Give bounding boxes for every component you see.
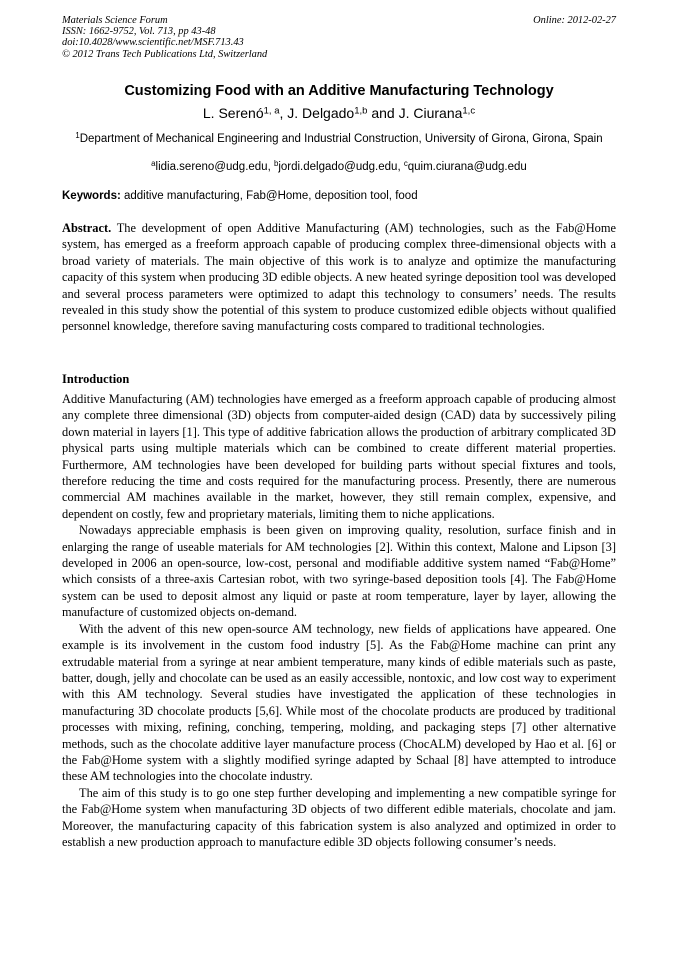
email-link[interactable]: quim.ciurana@udg.edu [407, 161, 527, 173]
journal-name: Materials Science Forum [62, 15, 168, 26]
copyright-line: © 2012 Trans Tech Publications Ltd, Switzerland [62, 48, 268, 60]
abstract-text: The development of open Additive Manufacturing (AM) technologies, such as the Fab@Home system, has emerged as a freeform approach capable of producing complex three-dimensional objects with a broad variety of materials. The main objective of this work is to analyze and optimize the manufacturing capacity of this system when producing 3D edible objects. A new heated syringe deposition tool was developed and several process parameters were optimized to adapt this technology to consumers’ needs. The results revealed in this study show the potential of this system to produce customized edible objects without qualified personnel knowledge, therefore saving manufacturing costs compared to traditional technologies. [62, 221, 616, 334]
online-date: Online: 2012-02-27 [533, 15, 616, 26]
affiliation-mark: 1 [75, 131, 80, 141]
email-mark: b [273, 159, 279, 169]
doi-line: doi:10.4028/www.scientific.net/MSF.713.43 [62, 37, 244, 49]
author-name: L. Serenó [202, 105, 264, 121]
author-affiliation-mark: 1, a [263, 105, 280, 117]
email-mark: c [403, 159, 408, 169]
email-separator: , [267, 161, 274, 173]
affiliation-text: Department of Mechanical Engineering and Industrial Construction, University of Girona, Girona, Spain [79, 133, 603, 145]
keywords-label: Keywords: [62, 190, 121, 202]
author-separator: , [279, 105, 288, 121]
email-link[interactable]: jordi.delgado@udg.edu [278, 161, 398, 173]
paragraph: The aim of this study is to go one step further developing and implementing a new compatible syringe for the Fab@Home system when manufacturing 3D objects of two different edible materials, chocolate and jam. Moreover, the manufacturing capacity of this fabrication system is also analyzed and optimized in order to establish a new production approach to manufacture edible 3D objects following consumer’s needs. [62, 785, 616, 849]
email-mark: a [151, 159, 156, 169]
introduction-body [62, 391, 616, 850]
paragraph: Additive Manufacturing (AM) technologies have emerged as a freeform approach capable of producing almost any complete three dimensional (3D) objects from computer-aided design (CAD) data by successively piling down material in layers [1]. This type of additive fabrication allows the production of arbitrary complicated 3D physical parts using multiple materials which can be combined to create different material properties. Furthermore, AM technologies have been developed for building parts without special fixtures and tools, therefore reducing the time and costs required for the manufacturing process. Presently, there are numerous commercial AM machines available in the market, however, they still remain complex, expensive, and dependent on costly, few and proprietary materials, limiting them to niche applications. [62, 392, 616, 521]
affiliation [62, 132, 616, 146]
author-name: J. Ciurana [398, 105, 463, 121]
journal-header [62, 15, 616, 60]
abstract [62, 220, 616, 335]
email-link[interactable]: lidia.sereno@udg.edu [155, 161, 268, 173]
paper-title: Customizing Food with an Additive Manufacturing Technology [124, 83, 554, 99]
section-heading-introduction: Introduction [62, 372, 130, 386]
issn-line: ISSN: 1662-9752, Vol. 713, pp 43-48 [62, 26, 216, 38]
keywords [62, 189, 616, 203]
abstract-label: Abstract. [62, 221, 112, 235]
author-list [62, 104, 616, 122]
paragraph: Nowadays appreciable emphasis is been given on improving quality, resolution, surface finish and in enlarging the range of useable materials for AM technologies [2]. Within this context, Malone and Lipson [3] developed in 2006 an open-source, low-cost, personal and modifiable additive system named “Fab@Home” which consists of a three-axis Cartesian robot, with two syringe-based deposition tools [4]. The Fab@Home system can be used to deposit almost any liquid or paste at room temperature, layer by layer, allowing the manufacture of customized objects on-demand. [62, 523, 616, 620]
author-affiliation-mark: 1,c [462, 105, 476, 117]
email-separator: , [397, 161, 404, 173]
author-affiliation-mark: 1,b [354, 105, 368, 117]
author-name: J. Delgado [287, 105, 355, 121]
email-list [62, 160, 616, 174]
author-separator: and [367, 105, 399, 121]
paragraph: With the advent of this new open-source AM technology, new fields of applications have appeared. One example is its involvement in the custom food industry [5]. As the Fab@Home machine can print any extrudable material from a syringe at near ambient temperature, many kinds of edible materials such as paste, batter, dough, jelly and chocolate can be used as an easily accessible, nontoxic, and low cost way to experiment with this AM technology. Several studies have investigated the application of these technologies in manufacturing 3D chocolate products [5,6]. While most of the chocolate products are produced by traditional processes with mixing, refining, conching, tempering, molding, and packaging steps [7] other alternative methods, such as the chocolate additive layer manufacture process (ChocALM) developed by Hao et al. [6] or the Fab@Home system with a slightly modified syringe adapted by Schaal [8] have attempted to introduce these AM technologies into the chocolate industry. [62, 621, 616, 784]
keywords-text: additive manufacturing, Fab@Home, deposition tool, food [120, 190, 418, 202]
